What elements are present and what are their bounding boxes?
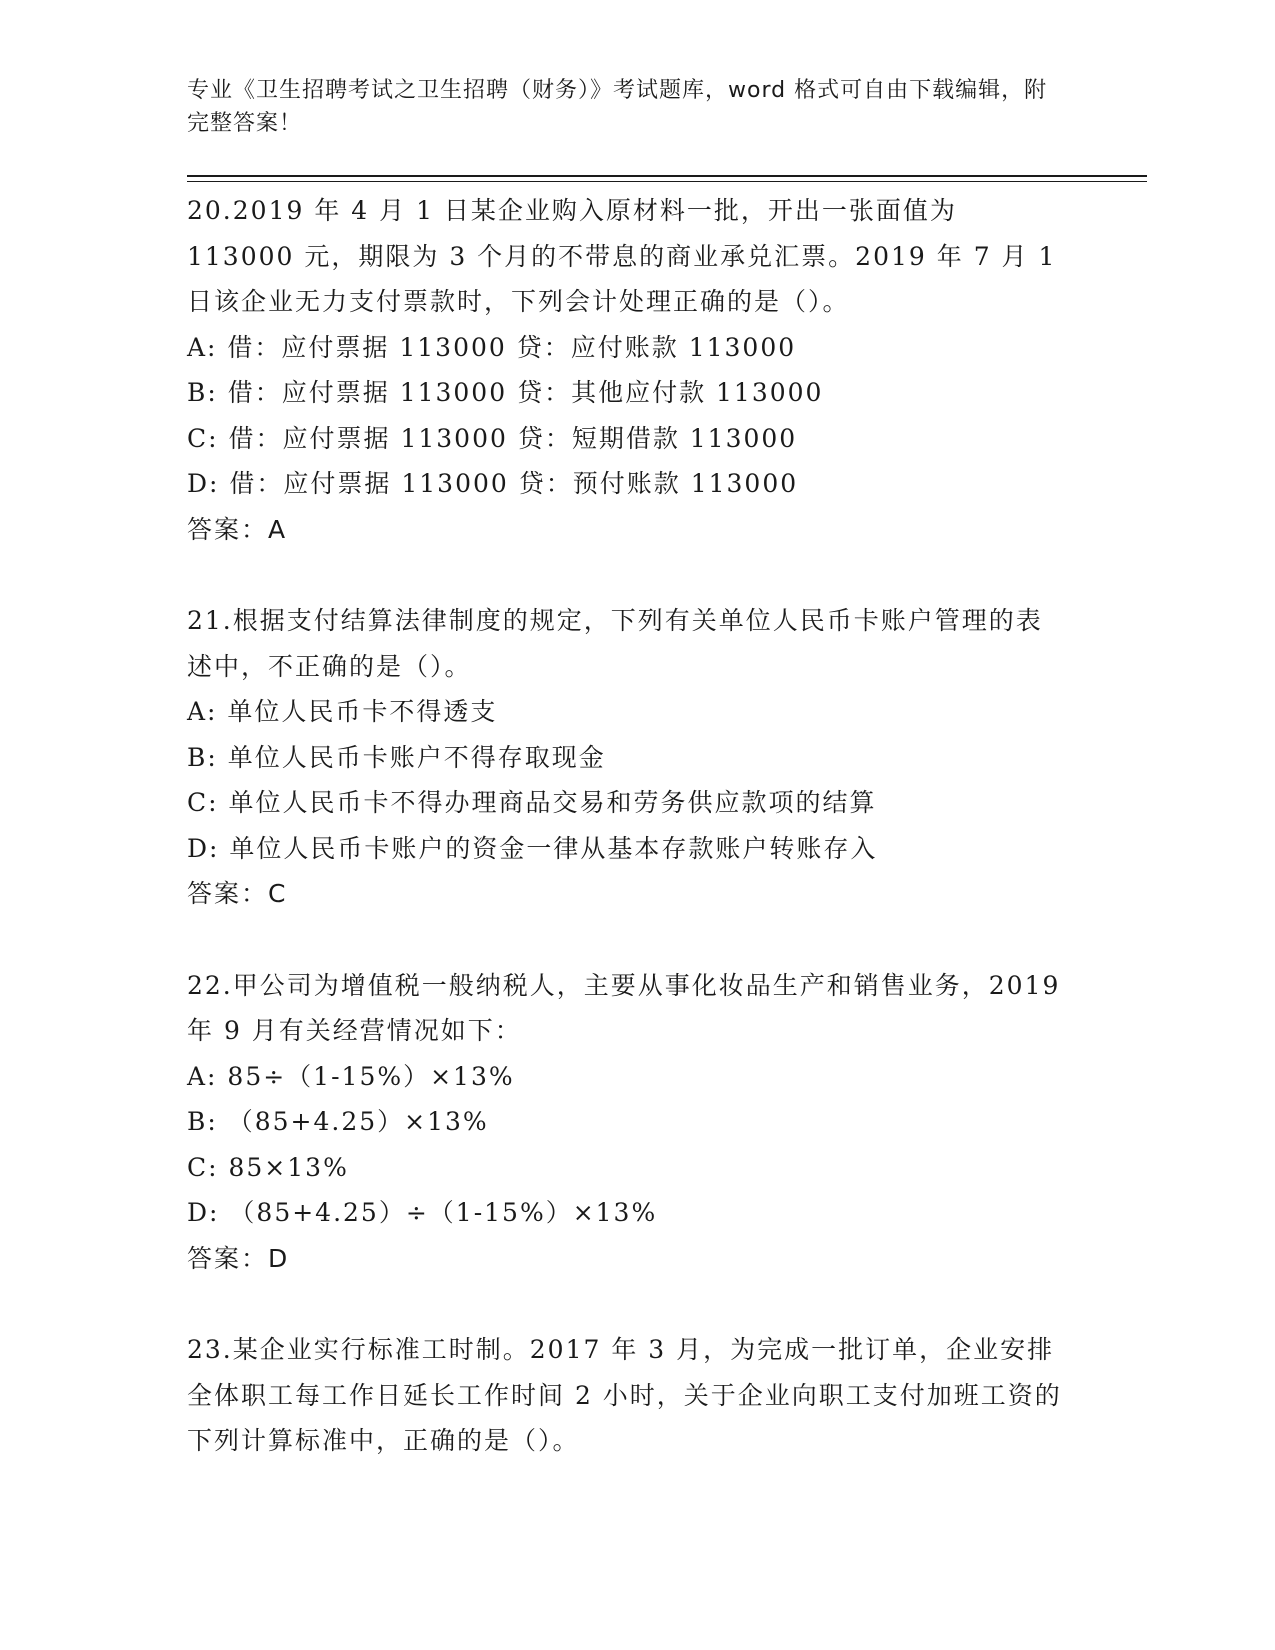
option-b: B: 单位人民币卡账户不得存取现金 xyxy=(187,742,606,772)
question-20 xyxy=(187,188,1087,552)
option-c: C: 单位人民币卡不得办理商品交易和劳务供应款项的结算 xyxy=(187,788,877,817)
option-d: D: 借：应付票据 113000 贷：预付账款 113000 xyxy=(187,469,799,498)
question-21 xyxy=(187,598,1087,917)
question-text: 23.某企业实行标准工时制。2017 年 3 月，为完成一批订单，企业安排全体职工每工作日延长工作时间 2 小时，关于企业向职工支付加班工资的下列计算标准中，正确的是（）。 xyxy=(187,1335,1062,1455)
option-c: C: 85×13% xyxy=(187,1152,349,1182)
option-d: D: 单位人民币卡账户的资金一律从基本存款账户转账存入 xyxy=(187,833,878,863)
option-b: B: 借：应付票据 113000 贷：其他应付款 113000 xyxy=(187,378,824,407)
option-b: B: （85+4.25）×13% xyxy=(187,1107,489,1136)
question-text: 21.根据支付结算法律制度的规定，下列有关单位人民币卡账户管理的表述中，不正确的是（）。 xyxy=(187,606,1043,681)
question-23 xyxy=(187,1327,1087,1464)
answer-label: 答案：D xyxy=(187,1243,290,1273)
option-a: A: 借：应付票据 113000 贷：应付账款 113000 xyxy=(187,332,797,362)
question-text: 20.2019 年 4 月 1 日某企业购入原材料一批，开出一张面值为 113000 元，期限为 3 个月的不带息的商业承兑汇票。2019 年 7 月 1 日该企业无力支付票款时，下列会计处理正确的是（）。 xyxy=(187,196,1057,316)
option-a: A: 85÷（1-15%）×13% xyxy=(187,1061,515,1091)
question-list xyxy=(187,188,1087,1510)
question-text: 22.甲公司为增值税一般纳税人，主要从事化妆品生产和销售业务，2019 年 9 月有关经营情况如下： xyxy=(187,970,1061,1045)
question-22 xyxy=(187,963,1087,1282)
option-d: D: （85+4.25）÷（1-15%）×13% xyxy=(187,1198,658,1227)
header-divider-thick xyxy=(187,175,1147,177)
option-a: A: 单位人民币卡不得透支 xyxy=(187,697,498,726)
option-c: C: 借：应付票据 113000 贷：短期借款 113000 xyxy=(187,423,798,453)
answer-label: 答案：A xyxy=(187,514,288,544)
document-header: 专业《卫生招聘考试之卫生招聘（财务）》考试题库，word 格式可自由下载编辑，附完整答案！ xyxy=(187,78,1048,136)
header-divider-thin xyxy=(187,181,1147,182)
answer-label: 答案：C xyxy=(187,879,288,908)
